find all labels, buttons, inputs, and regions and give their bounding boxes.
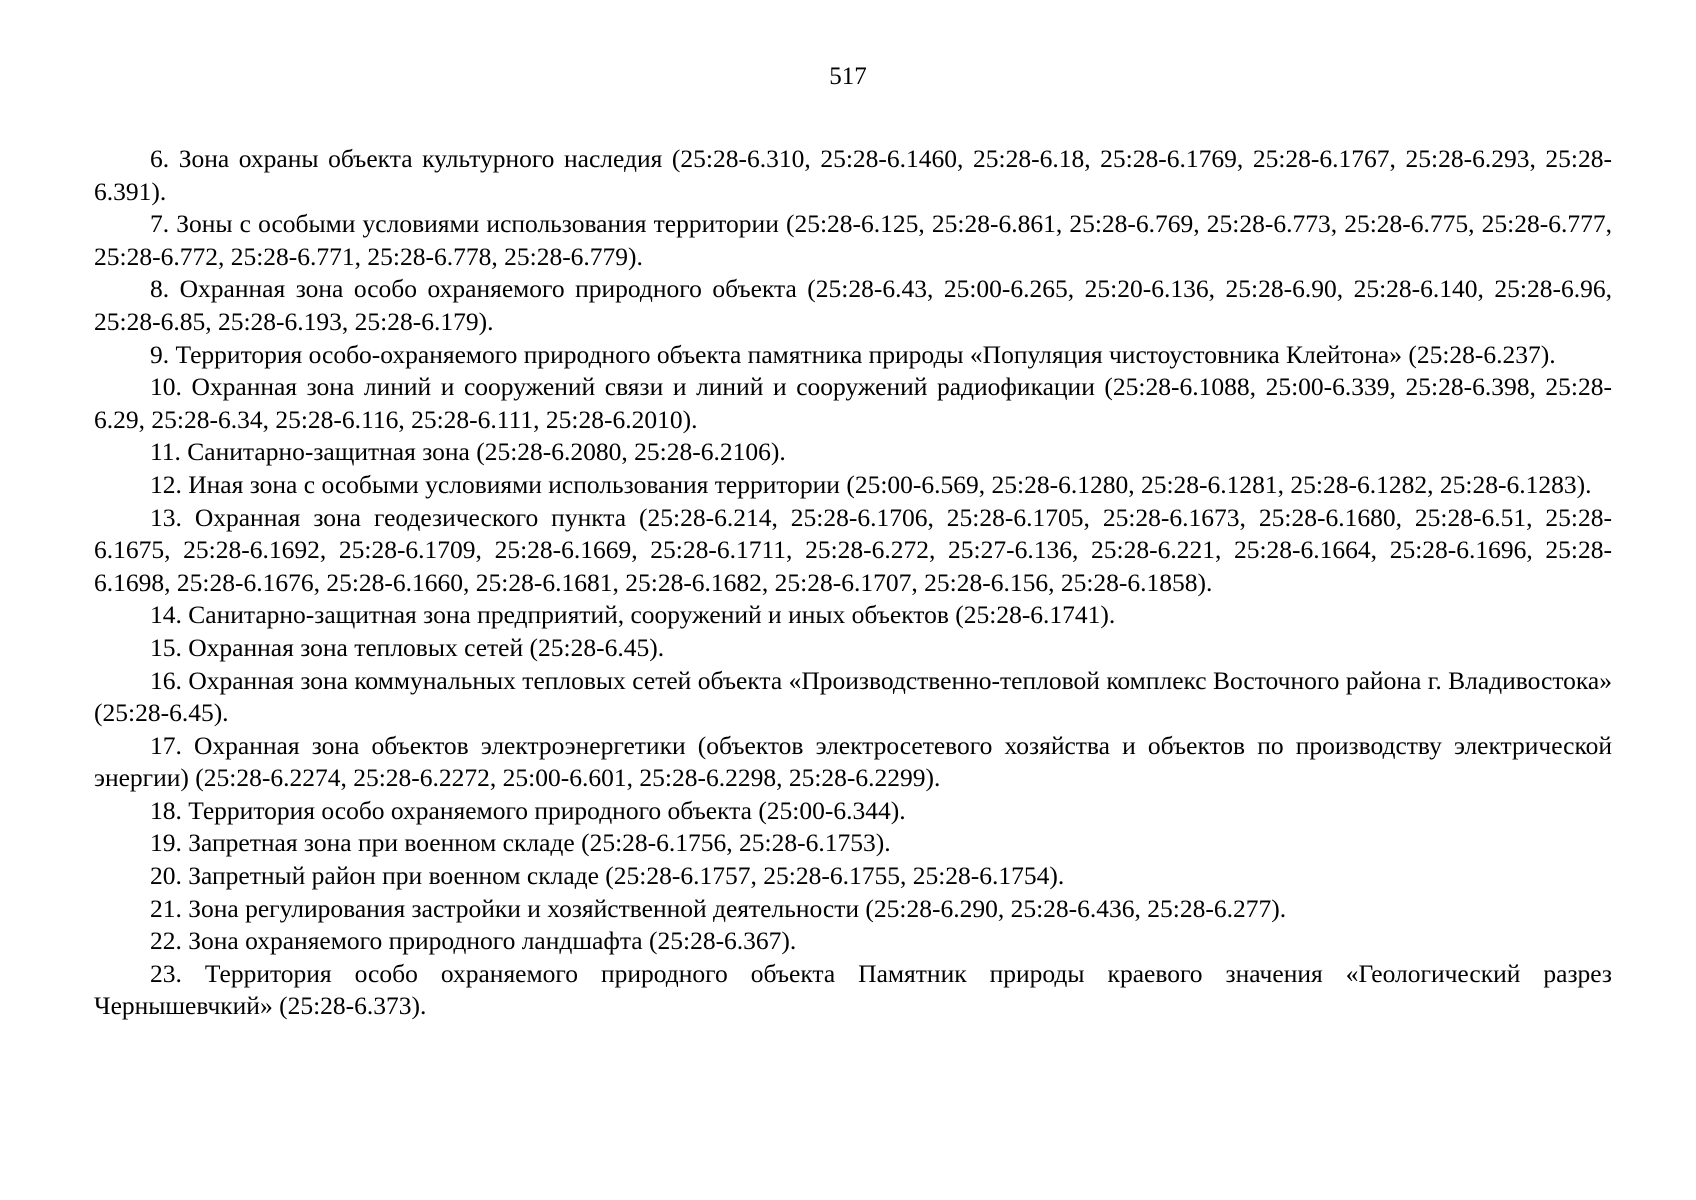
page-number: 517	[829, 63, 867, 90]
zone-item-9: 9. Территория особо-охраняемого природного объекта памятника природы «Популяция чистоустовника Клейтона» (25:28-6.237).	[150, 339, 1556, 369]
zone-item-7: 7. Зоны с особыми условиями использования территории (25:28-6.125, 25:28-6.861, 25:28-6.769, 25:28-6.773, 25:28-6.775, 25:28-6.777, 25:28-6.772, 25:28-6.771, 25:28-6.778, 25:28-6.779).	[94, 209, 1612, 271]
zone-item-13: 13. Охранная зона геодезического пункта (25:28-6.214, 25:28-6.1706, 25:28-6.1705, 25:28-6.1673, 25:28-6.1680, 25:28-6.51, 25:28-6.1675, 25:28-6.1692, 25:28-6.1709, 25:28-6.1669, 25:28-6.1711, 25:28-6.272, 25:27-6.136, 25:28-6.221, 25:28-6.1664, 25:28-6.1696, 25:28-6.1698, 25:28-6.1676, 25:28-6.1660, 25:28-6.1681, 25:28-6.1682, 25:28-6.1707, 25:28-6.156, 25:28-6.1858).	[94, 502, 1612, 597]
zone-item-10: 10. Охранная зона линий и сооружений связи и линий и сооружений радиофикации (25:28-6.1088, 25:00-6.339, 25:28-6.398, 25:28-6.29, 25:28-6.34, 25:28-6.116, 25:28-6.111, 25:28-6.2010).	[94, 372, 1612, 434]
zone-item-17: 17. Охранная зона объектов электроэнергетики (объектов электросетевого хозяйства и объектов по производству электрической энергии) (25:28-6.2274, 25:28-6.2272, 25:00-6.601, 25:28-6.2298, 25:28-6.2299).	[94, 730, 1612, 793]
zone-item-6: 6. Зона охраны объекта культурного наследия (25:28-6.310, 25:28-6.1460, 25:28-6.18, 25:28-6.1769, 25:28-6.1767, 25:28-6.293, 25:28-6.391).	[94, 144, 1612, 206]
zone-item-15: 15. Охранная зона тепловых сетей (25:28-6.45).	[150, 632, 665, 662]
zone-item-11: 11. Санитарно-защитная зона (25:28-6.2080, 25:28-6.2106).	[150, 437, 786, 467]
zone-item-23: 23. Территория особо охраняемого природного объекта Памятник природы краевого значения «Геологический разрез Чернышевчкий» (25:28-6.373).	[94, 958, 1612, 1021]
zone-item-20: 20. Запретный район при военном складе (25:28-6.1757, 25:28-6.1755, 25:28-6.1754).	[150, 861, 1065, 891]
zone-item-19: 19. Запретная зона при военном складе (25:28-6.1756, 25:28-6.1753).	[150, 828, 891, 858]
zone-list	[94, 143, 1612, 1023]
zone-item-22: 22. Зона охраняемого природного ландшафта (25:28-6.367).	[150, 926, 797, 956]
zone-item-14: 14. Санитарно-защитная зона предприятий, сооружений и иных объектов (25:28-6.1741).	[150, 600, 1116, 630]
zone-item-18: 18. Территория особо охраняемого природного объекта (25:00-6.344).	[150, 795, 906, 825]
zone-item-8: 8. Охранная зона особо охраняемого природного объекта (25:28-6.43, 25:00-6.265, 25:20-6.136, 25:28-6.90, 25:28-6.140, 25:28-6.96, 25:28-6.85, 25:28-6.193, 25:28-6.179).	[94, 274, 1612, 336]
zone-item-12: 12. Иная зона с особыми условиями использования территории (25:00-6.569, 25:28-6.1280, 25:28-6.1281, 25:28-6.1282, 25:28-6.1283).	[150, 469, 1592, 499]
zone-item-16: 16. Охранная зона коммунальных тепловых сетей объекта «Производственно-тепловой комплекс Восточного района г. Владивостока» (25:28-6.45).	[94, 665, 1612, 728]
zone-item-21: 21. Зона регулирования застройки и хозяйственной деятельности (25:28-6.290, 25:28-6.436, 25:28-6.277).	[150, 893, 1287, 923]
